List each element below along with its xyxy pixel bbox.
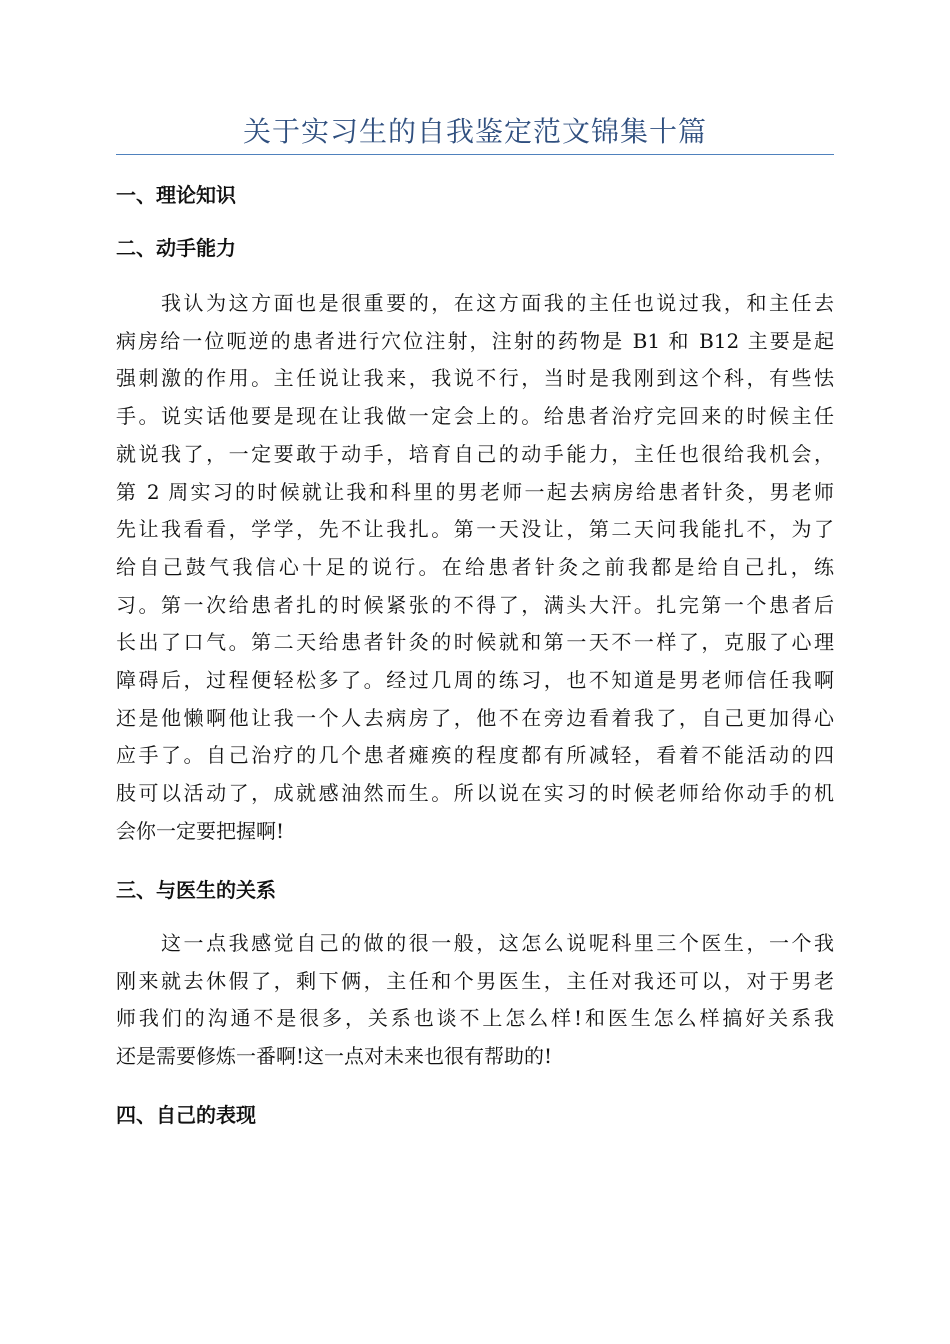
paragraph-line: 障碍后，过程便轻松多了。经过几周的练习，也不知道是男老师信任我啊: [116, 668, 834, 693]
paragraph-line: 还是他懒啊他让我一个人去病房了，他不在旁边看着我了，自己更加得心: [116, 705, 834, 730]
paragraph-line: 应手了。自己治疗的几个患者瘫痪的程度都有所减轻，看着不能活动的四: [116, 743, 834, 768]
paragraph-line: 刚来就去休假了，剩下俩，主任和个男医生，主任对我还可以，对于男老: [116, 968, 834, 993]
paragraph-line: 病房给一位呃逆的患者进行穴位注射，注射的药物是 B1 和 B12 主要是起: [116, 328, 834, 353]
paragraph-line: 强刺激的作用。主任说让我来，我说不行，当时是我刚到这个科，有些怯: [116, 366, 834, 391]
paragraph-line: 肢可以活动了，成就感油然而生。所以说在实习的时候老师给你动手的机: [116, 781, 834, 806]
document-title: 关于实习生的自我鉴定范文锦集十篇: [242, 115, 707, 148]
paragraph-hands-on: [116, 285, 834, 851]
paragraph-line: 给自己鼓气我信心十足的说行。在给患者针灸之前我都是给自己扎，练: [116, 554, 834, 579]
section-heading-doctor-relations: 三、与医生的关系: [116, 878, 276, 902]
paragraph-line: 这一点我感觉自己的做的很一般，这怎么说呢科里三个医生，一个我: [116, 931, 834, 955]
paragraph-line: 我认为这方面也是很重要的，在这方面我的主任也说过我，和主任去: [116, 291, 834, 315]
paragraph-line: 还是需要修炼一番啊!这一点对未来也很有帮助的!: [116, 1044, 553, 1069]
paragraph-line: 先让我看看，学学，先不让我扎。第一天没让，第二天问我能扎不，为了: [116, 517, 834, 542]
paragraph-doctor-relations: [116, 925, 834, 1076]
section-heading-own-performance: 四、自己的表现: [116, 1103, 256, 1127]
paragraph-line: 师我们的沟通不是很多，关系也谈不上怎么样!和医生怎么样搞好关系我: [116, 1006, 834, 1031]
title-underline: [116, 154, 834, 155]
paragraph-line: 第 2 周实习的时候就让我和科里的男老师一起去病房给患者针灸，男老师: [116, 479, 834, 504]
paragraph-line: 习。第一次给患者扎的时候紧张的不得了，满头大汗。扎完第一个患者后: [116, 592, 834, 617]
paragraph-line: 会你一定要把握啊!: [116, 818, 285, 843]
paragraph-line: 手。说实话他要是现在让我做一定会上的。给患者治疗完回来的时候主任: [116, 404, 834, 429]
paragraph-line: 长出了口气。第二天给患者针灸的时候就和第一天不一样了，克服了心理: [116, 630, 834, 655]
paragraph-line: 就说我了，一定要敢于动手，培育自己的动手能力，主任也很给我机会，: [116, 441, 834, 466]
section-heading-hands-on: 二、动手能力: [116, 236, 236, 260]
section-heading-theory: 一、理论知识: [116, 183, 236, 207]
